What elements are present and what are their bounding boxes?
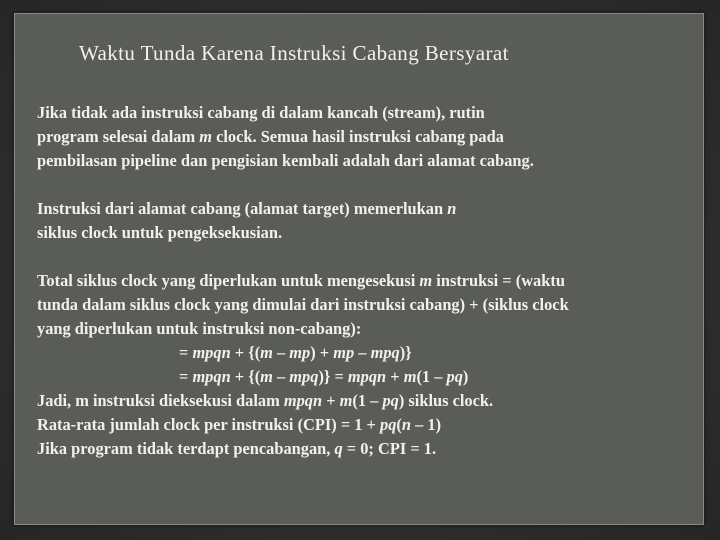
text-run: yang diperlukan untuk instruksi non-cabang): bbox=[37, 319, 362, 338]
text-line bbox=[37, 101, 697, 125]
text-run: + bbox=[322, 391, 340, 410]
text-run: siklus clock untuk pengeksekusian. bbox=[37, 223, 283, 242]
text-run: )} bbox=[399, 343, 412, 362]
text-run: (1 – bbox=[416, 367, 447, 386]
text-line bbox=[37, 221, 697, 245]
math-variable: mpq bbox=[370, 343, 400, 362]
text-run: ( bbox=[396, 415, 402, 434]
text-run: tunda dalam siklus clock yang dimulai dari instruksi cabang) + (siklus clock bbox=[37, 295, 569, 314]
text-run: = 0; CPI = 1. bbox=[342, 439, 437, 458]
text-run: – bbox=[354, 343, 371, 362]
text-run: ) + bbox=[310, 343, 334, 362]
math-variable: mp bbox=[333, 343, 355, 362]
math-variable: q bbox=[334, 439, 343, 458]
math-variable: m bbox=[419, 271, 433, 290]
text-line bbox=[37, 149, 697, 173]
paragraph-no-branch bbox=[37, 101, 697, 173]
text-run: Total siklus clock yang diperlukan untuk mengesekusi bbox=[37, 271, 420, 290]
text-run: = bbox=[179, 343, 193, 362]
math-variable: mpqn bbox=[192, 367, 231, 386]
math-variable: mpqn bbox=[192, 343, 231, 362]
text-line bbox=[37, 317, 697, 341]
math-variable: m bbox=[260, 367, 273, 386]
text-run: Jika tidak ada instruksi cabang di dalam kancah (stream), rutin bbox=[37, 103, 485, 122]
text-run: + bbox=[386, 367, 404, 386]
text-line bbox=[37, 269, 697, 293]
text-line bbox=[37, 197, 697, 221]
math-variable: pq bbox=[446, 367, 463, 386]
paragraph-gap bbox=[37, 173, 697, 197]
text-run: instruksi = (waktu bbox=[432, 271, 565, 290]
paragraph-branch-target bbox=[37, 197, 697, 245]
paragraph-gap bbox=[37, 245, 697, 269]
paragraph-conclusion bbox=[37, 389, 697, 461]
text-run: clock. Semua hasil instruksi cabang pada bbox=[211, 127, 504, 146]
text-run: + {( bbox=[230, 343, 261, 362]
math-variable: m bbox=[339, 391, 353, 410]
math-variable: mpqn bbox=[347, 367, 387, 386]
math-variable: mp bbox=[289, 343, 311, 362]
text-line bbox=[37, 125, 697, 149]
text-run: Jadi, m instruksi dieksekusi dalam bbox=[37, 391, 284, 410]
text-run: (1 – bbox=[352, 391, 383, 410]
text-line bbox=[37, 413, 697, 437]
math-variable: n bbox=[447, 199, 457, 218]
math-variable: m bbox=[260, 343, 273, 362]
math-variable: n bbox=[401, 415, 411, 434]
math-variable: mpq bbox=[289, 367, 319, 386]
math-variable: pq bbox=[380, 415, 397, 434]
math-variable: m bbox=[199, 127, 212, 146]
text-run: ) bbox=[462, 367, 469, 386]
math-variable: m bbox=[403, 367, 417, 386]
text-run: program selesai dalam bbox=[37, 127, 200, 146]
text-run: Jika program tidak terdapt pencabangan, bbox=[37, 439, 335, 458]
text-run: )} = bbox=[318, 367, 348, 386]
paragraph-total-cycles bbox=[37, 269, 697, 341]
text-run: ) siklus clock. bbox=[398, 391, 494, 410]
math-variable: pq bbox=[382, 391, 399, 410]
slide-title: Waktu Tunda Karena Instruksi Cabang Bersyarat bbox=[79, 41, 509, 65]
text-run: – bbox=[272, 367, 290, 386]
equation-line-1 bbox=[37, 341, 697, 365]
text-run: Instruksi dari alamat cabang (alamat target) memerlukan bbox=[37, 199, 448, 218]
text-line bbox=[37, 389, 697, 413]
equation-line-2 bbox=[37, 365, 697, 389]
text-line bbox=[37, 293, 697, 317]
text-run: pembilasan pipeline dan pengisian kembali adalah dari alamat cabang. bbox=[37, 151, 534, 170]
slide-body bbox=[37, 101, 697, 461]
text-run: + {( bbox=[230, 367, 261, 386]
math-variable: mpqn bbox=[283, 391, 323, 410]
text-run: – bbox=[272, 343, 290, 362]
text-line bbox=[37, 437, 697, 461]
text-run: = bbox=[179, 367, 193, 386]
text-run: – 1) bbox=[410, 415, 442, 434]
text-run: Rata-rata jumlah clock per instruksi (CPI) = 1 + bbox=[37, 415, 380, 434]
